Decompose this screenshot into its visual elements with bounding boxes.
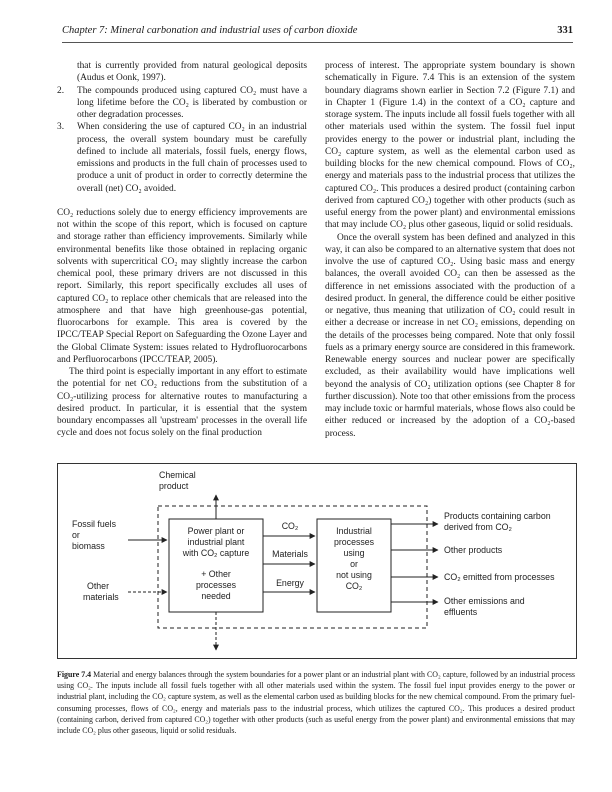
list-item-1-continuation: that is currently provided from natural geological deposits (Audus et Oonk, 1997). <box>77 61 307 84</box>
flow-co2-label: CO₂ <box>281 521 299 531</box>
list-item-3 <box>57 121 307 195</box>
system-boundary-diagram <box>58 464 576 658</box>
products-carbon-label: Products containing carbon derived from CO₂ <box>444 511 551 532</box>
paragraph: CO₂ reductions solely due to energy efficiency improvements are not within the scope of this report, which is focused on capture and storage rather than efficiency improvements. Similarly while environmental benefits like those obtained in replacing organic solvents with supercritical CO₂ may slightly increase the carbon chemical pool, these primary drivers are not discussed in this report. Similarly, this report specifically excludes all uses of captured CO₂ to replace other chemicals that are released into the atmosphere and that have high greenhouse-gas potential, fluorocarbons for example. This area is covered by the IPCC/TEAP Special Report on Safeguarding the Ozone Layer and the Global Climate System: issues related to Hydrofluorocarbons and Perfluorocarbons (IPCC/TEAP, 2005). <box>57 207 307 365</box>
left-column <box>57 60 307 440</box>
flow-energy-label: Energy <box>276 578 304 588</box>
emissions-label: Other emissions and effluents <box>444 596 525 617</box>
list-item-2 <box>57 85 307 122</box>
industrial-process-label: Industrial processes using or not using CO₂ <box>333 526 375 591</box>
fossil-fuels-label: Fossil fuels or biomass <box>72 519 116 551</box>
chemical-product-label: Chemical product <box>159 470 196 491</box>
paragraph: The third point is especially important in any effort to estimate the potential for net CO₂ reductions from the substitution of a CO₂-utilizing process for alternative routes to manufacturing a desired product. In particular, it is essential that the system boundary encompasses all 'upstream' processes in the overall life cycle and does not focus solely on the final production <box>57 367 307 439</box>
other-processes-label: + Other processes needed <box>195 569 237 601</box>
list-number: 3. <box>57 122 65 133</box>
header-rule <box>62 42 573 43</box>
list-text: The compounds produced using captured CO₂ must have a long lifetime before the CO₂ is liberated by combustion or other degradation processes. <box>77 85 307 120</box>
list-number: 2. <box>57 85 65 96</box>
power-plant-label: Power plant or industrial plant with CO₂ capture <box>182 526 250 558</box>
co2-emitted-label: CO₂ emitted from processes <box>444 572 555 582</box>
caption-label: Figure 7.4 <box>57 670 92 679</box>
other-products-label: Other products <box>444 545 503 555</box>
chapter-title: Chapter 7: Mineral carbonation and industrial uses of carbon dioxide <box>62 25 358 36</box>
running-header <box>62 25 573 41</box>
page-number: 331 <box>557 25 573 36</box>
paragraph: process of interest. The appropriate system boundary is shown schematically in Figure. 7.4 This is an extension of the system boundary diagrams shown earlier in Section 7.2 (Figure 7.1) and in Chapter 1 (Figure 1.4) in the context of a CO₂ capture and storage system. The inputs include all fossil fuels together with all other materials used within the system. The fossil fuel input provides energy to the power or industrial plant, including the CO₂ capture system, as well as the elemental carbon used as building blocks for the new chemical compound. Flows of CO₂, energy and materials pass to the industrial process that utilizes the captured CO₂. This produces a desired product (containing carbon derived from captured CO₂) together with other products (such as useful energy from the power plant) and environmental emissions that may include CO₂ plus other gaseous, liquid or solid residuals. <box>325 61 575 231</box>
figure-caption <box>57 669 575 736</box>
caption-text: Material and energy balances through the system boundaries for a power plant or an industrial plant with CO₂ capture, followed by an industrial process using CO₂. The inputs include all fossil fuels together with all other materials used within the system. The fossil fuel input provides energy to the power or industrial plant, including the CO₂ capture system, as well as the elemental carbon used as building blocks for the new chemical compound. From the primary fuel-consuming processes, flows of CO₂, energy and materials pass to the industrial process, which utilizes the captured CO₂. This produces a desired product (containing carbon, derived from captured CO₂) together with other products (such as useful energy from the power plant) and environmental emissions that may include CO₂ plus other gaseous, liquid or solid residuals. <box>57 670 576 736</box>
right-column <box>325 60 575 440</box>
other-materials-label: Other materials <box>83 581 119 602</box>
flow-materials-label: Materials <box>272 549 308 559</box>
list-text: When considering the use of captured CO₂ in an industrial process, the overall system boundary must be carefully defined to include all materials, fossil fuels, energy flows, emissions and products in the full chain of processes used to produce a unit of product in order to correctly determine the overall (net) CO₂ avoided. <box>77 122 307 194</box>
figure-7-4 <box>57 463 577 659</box>
paragraph: Once the overall system has been defined and analyzed in this way, it can also be compared to an alternative system that does not involve the use of captured CO₂. Using basic mass and energy balances, the overall avoided CO₂ can then be assessed as the difference in net emissions associated with the production of a desired product. In general, the difference could be either positive or negative, thus meaning that utilization of CO₂ could result in either a decrease or increase in net CO₂ emissions, depending on the details of the processes being compared. Note that only fossil fuels as a primary energy source are considered in this framework. Renewable energy sources and nuclear power are specifically excluded, as their availability would have implications well beyond the analysis of CO₂ utilization options (see Chapter 8 for further discussion). Note too that other emissions from the process may include toxic or harmful materials, whose flows also could be either reduced or increased by the adoption of a CO₂-based process. <box>325 232 575 439</box>
